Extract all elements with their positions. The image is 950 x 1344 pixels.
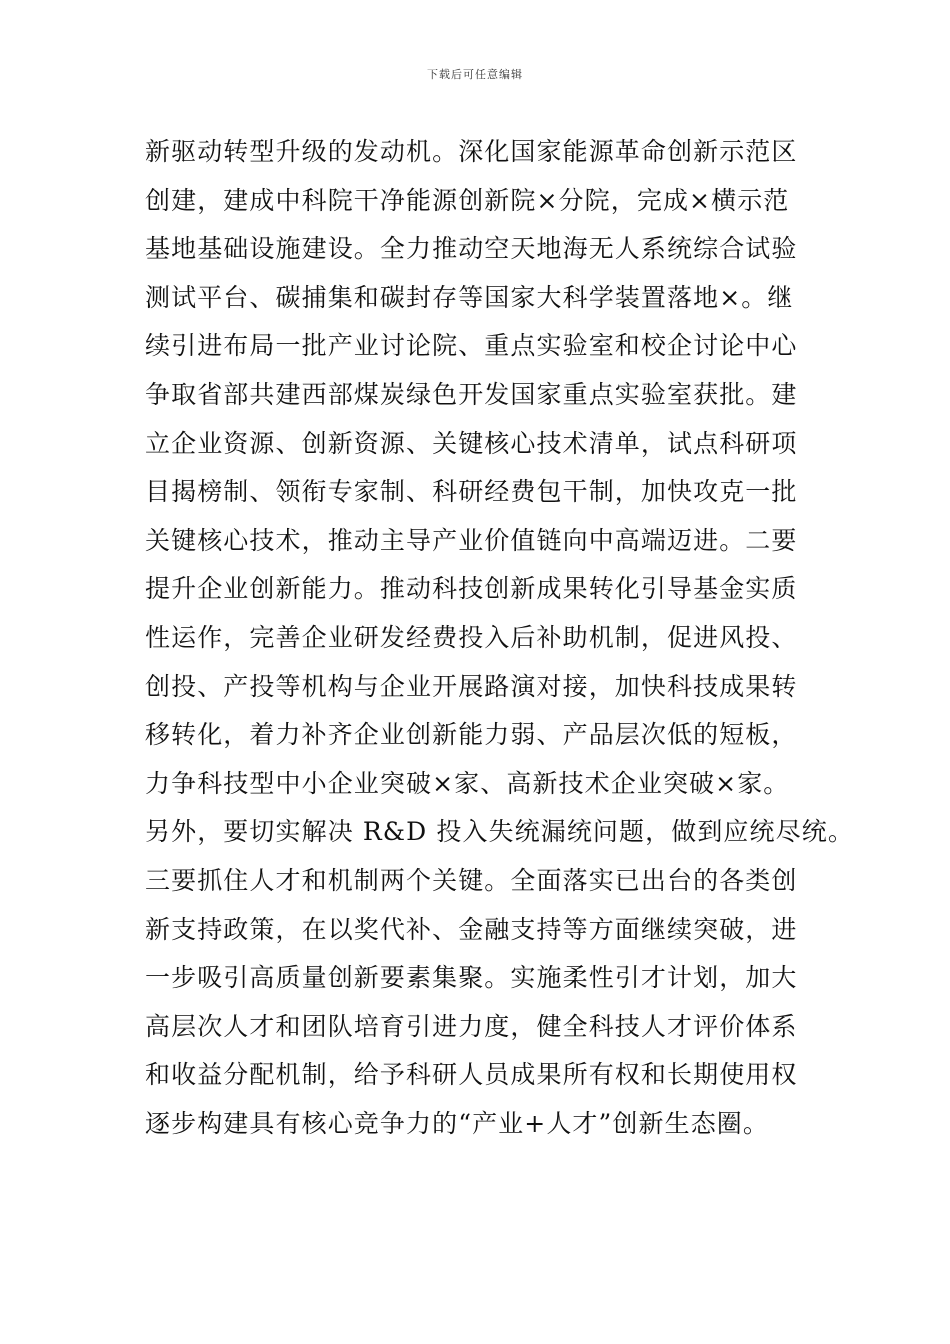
text-line: 移转化，着力补齐企业创新能力弱、产品层次低的短板， [145,720,798,750]
body-text [145,128,854,1148]
text-line: 性运作，完善企业研发经费投入后补助机制，促进风投、 [145,622,798,652]
text-line: 新支持政策，在以奖代补、金融支持等方面继续突破，进 [145,914,798,944]
text-line: 另外，要切实解决 R&D 投入失统漏统问题，做到应统尽统。 [145,817,854,847]
text-line: 三要抓住人才和机制两个关键。全面落实已出台的各类创 [145,865,798,895]
text-line: 一步吸引高质量创新要素集聚。实施柔性引才计划，加大 [145,963,798,993]
text-line: 逐步构建具有核心竞争力的“产业+人才”创新生态圈。 [145,1108,770,1138]
text-line: 测试平台、碳捕集和碳封存等国家大科学装置落地×。继 [145,282,794,312]
text-line: 目揭榜制、领衔专家制、科研经费包干制，加快攻克一批 [145,477,798,507]
text-line: 续引进布局一批产业讨论院、重点实验室和校企讨论中心 [145,331,798,361]
text-line: 争取省部共建西部煤炭绿色开发国家重点实验室获批。建 [145,379,798,409]
text-line: 提升企业创新能力。推动科技创新成果转化引导基金实质 [145,574,798,604]
text-line: 新驱动转型升级的发动机。深化国家能源革命创新示范区 [145,137,798,166]
header-note: 下载后可任意编辑 [427,68,523,81]
text-line: 创建，建成中科院干净能源创新院×分院，完成×横示范 [145,185,790,215]
text-line: 力争科技型中小企业突破×家、高新技术企业突破×家。 [145,768,790,798]
text-line: 和收益分配机制，给予科研人员成果所有权和长期使用权 [145,1060,798,1090]
text-line: 创投、产投等机构与企业开展路演对接，加快科技成果转 [145,671,798,701]
text-line: 基地基础设施建设。全力推动空天地海无人系统综合试验 [145,234,798,264]
text-line: 立企业资源、创新资源、关键核心技术清单，试点科研项 [145,428,798,458]
text-line: 高层次人才和团队培育引进力度，健全科技人才评价体系 [145,1011,798,1041]
text-line: 关键核心技术，推动主导产业价值链向中高端迈进。二要 [145,525,798,555]
